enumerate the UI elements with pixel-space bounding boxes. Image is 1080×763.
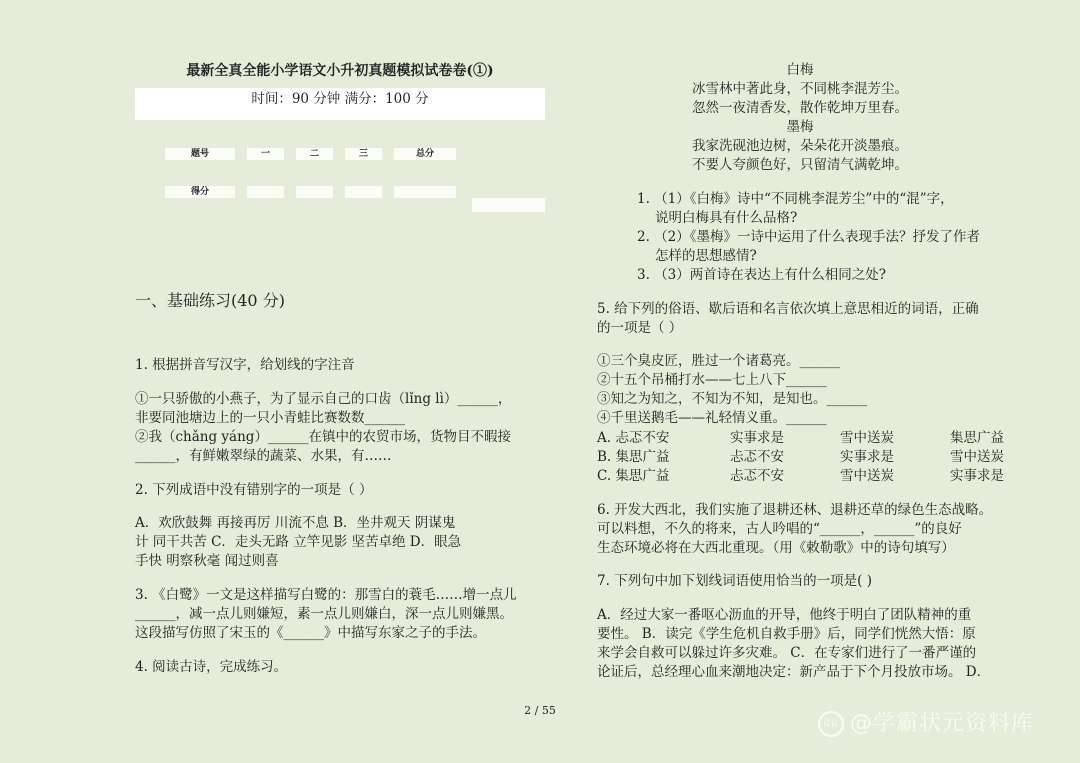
q7-line3: 来学会自救可以躲过许多灾难。 C．在专家们进行了一番严谨的 (597, 645, 977, 661)
score-table (165, 148, 460, 198)
q4-sub1-line1: 1. （1）《白梅》诗中“不同桃李混芳尘”中的“混”字， (637, 191, 954, 207)
q4-title: 4. 阅读古诗，完成练习。 (135, 659, 288, 675)
section-basic-practice: 一、基础练习(40 分) (135, 291, 285, 310)
q2-line1: A．欢欣鼓舞 再接再厉 川流不息 B．坐井观天 阴谋鬼 (135, 515, 456, 531)
q1-line3: ②我（chǎng yáng）______在镇中的农贸市场，货物目不暇接 (135, 429, 511, 445)
page-number: 2 / 55 (524, 704, 556, 717)
score-row-label: 得分 (165, 186, 235, 198)
q3-line2: ______，减一点儿则嫌短，素一点儿则嫌白，深一点儿则嫌黑。 (135, 606, 513, 622)
q6-line2: 可以料想，不久的将来，古人吟唱的“______，______”的良好 (597, 521, 962, 537)
q2-line2: 计 同干共苦 C．走头无路 立竿见影 坚苦卓绝 D．眼急 (135, 534, 462, 550)
q5-option-b-2: 忐忑不安 (730, 449, 784, 465)
watermark (818, 706, 1034, 737)
watermark-text: @学霸状元资料库 (850, 711, 1035, 736)
q5-option-c-3: 雪中送炭 (840, 468, 894, 484)
q5-line1: 5. 给下列的俗语、歇后语和名言依次填上意思相近的词语，正确 (597, 301, 979, 317)
q6-line3: 生态环境必将在大西北重现。（用《敕勒歌》中的诗句填写） (597, 540, 955, 556)
q5-option-a-3: 雪中送炭 (840, 430, 894, 446)
q5-item2: ②十五个吊桶打水——七上八下______ (597, 372, 827, 388)
time-info: 时间：90 分钟 满分：100 分 (251, 91, 429, 107)
watermark-logo-icon: du (818, 711, 844, 737)
q1-title: 1. 根据拼音写汉字，给划线的字注音 (135, 357, 355, 373)
score-header-2: 二 (296, 148, 333, 160)
poem1-line1: 冰雪林中著此身，不同桃李混芳尘。 (692, 81, 908, 97)
q3-line3: 这段描写仿照了宋玉的《______》中描写东家之子的手法。 (135, 625, 486, 641)
q5-option-a-4: 集思广益 (950, 430, 1004, 446)
q7-title: 7. 下列句中加下划线词语使用恰当的一项是( ) (597, 573, 872, 589)
q5-item4: ④千里送鹅毛——礼轻情义重。______ (597, 410, 827, 426)
q7-line2: 要性。 B．读完《学生危机自救手册》后，同学们恍然大悟：原 (597, 626, 976, 642)
q7-line4: 论证后，总经理心血来潮地决定：新产品于下个月投放市场。 D． (597, 664, 991, 680)
q5-option-a: A. 忐忑不安 (597, 430, 670, 446)
q2-title: 2. 下列成语中没有错别字的一项是（ ） (135, 482, 373, 498)
score-cell-1[interactable] (247, 186, 284, 198)
score-header-3: 三 (345, 148, 382, 160)
q2-line3: 手快 明察秋毫 闻过则喜 (135, 553, 279, 569)
q4-sub2-line2: 怎样的思想感情? (655, 248, 757, 264)
q5-option-a-2: 实事求是 (730, 430, 784, 446)
q4-sub2-line1: 2. （2）《墨梅》一诗中运用了什么表现手法？抒发了作者 (637, 229, 981, 245)
q5-option-b: B. 集思广益 (597, 449, 670, 465)
poem2-line1: 我家洗砚池边树，朵朵花开淡墨痕。 (692, 138, 908, 154)
q3-line1: 3. 《白鹭》一文是这样描写白鹭的：那雪白的蓑毛……增一点儿 (135, 587, 517, 603)
q5-item1: ①三个臭皮匠，胜过一个诸葛亮。______ (597, 353, 840, 369)
exam-title: 最新全真全能小学语文小升初真题模拟试卷卷(①) (186, 63, 494, 79)
poem1-line2: 忽然一夜清香发，散作乾坤万里春。 (692, 100, 908, 116)
q1-line1: ①一只骄傲的小燕子，为了显示自己的口齿（lǐng lì）______， (135, 391, 512, 407)
q5-option-c-4: 实事求是 (950, 468, 1004, 484)
q4-sub3: 3. （3）两首诗在表达上有什么相同之处? (637, 267, 886, 283)
score-header-1: 一 (247, 148, 284, 160)
poem2-line2: 不要人夸颜色好，只留清气满乾坤。 (692, 157, 908, 173)
time-info-bar (135, 88, 545, 120)
q5-option-c: C. 集思广益 (597, 468, 670, 484)
poem1-title: 白梅 (786, 62, 814, 78)
score-cell-2[interactable] (296, 186, 333, 198)
score-cell-total[interactable] (394, 186, 456, 198)
q5-option-c-2: 忐忑不安 (730, 468, 784, 484)
q6-line1: 6. 开发大西北，我们实施了退耕还林、退耕还草的绿色生态战略。 (597, 502, 993, 518)
score-header-tihao: 题号 (165, 148, 235, 160)
q5-option-b-4: 雪中送炭 (950, 449, 1004, 465)
q5-line2: 的一项是（ ） (597, 320, 683, 336)
score-header-total: 总分 (394, 148, 456, 160)
score-cell-3[interactable] (345, 186, 382, 198)
score-box[interactable] (472, 198, 545, 212)
q1-line2: 非要同池塘边上的一只小青蛙比赛数数______ (135, 410, 405, 426)
q4-sub1-line2: 说明白梅具有什么品格? (655, 210, 798, 226)
q5-option-b-3: 实事求是 (840, 449, 894, 465)
q5-item3: ③知之为知之，不知为不知，是知也。______ (597, 391, 867, 407)
q7-line1: A．经过大家一番呕心沥血的开导，他终于明白了团队精神的重 (597, 607, 972, 623)
poem2-title: 墨梅 (786, 119, 814, 135)
q1-line4: ______，有鲜嫩翠绿的蔬菜、水果，有…… (135, 448, 392, 464)
